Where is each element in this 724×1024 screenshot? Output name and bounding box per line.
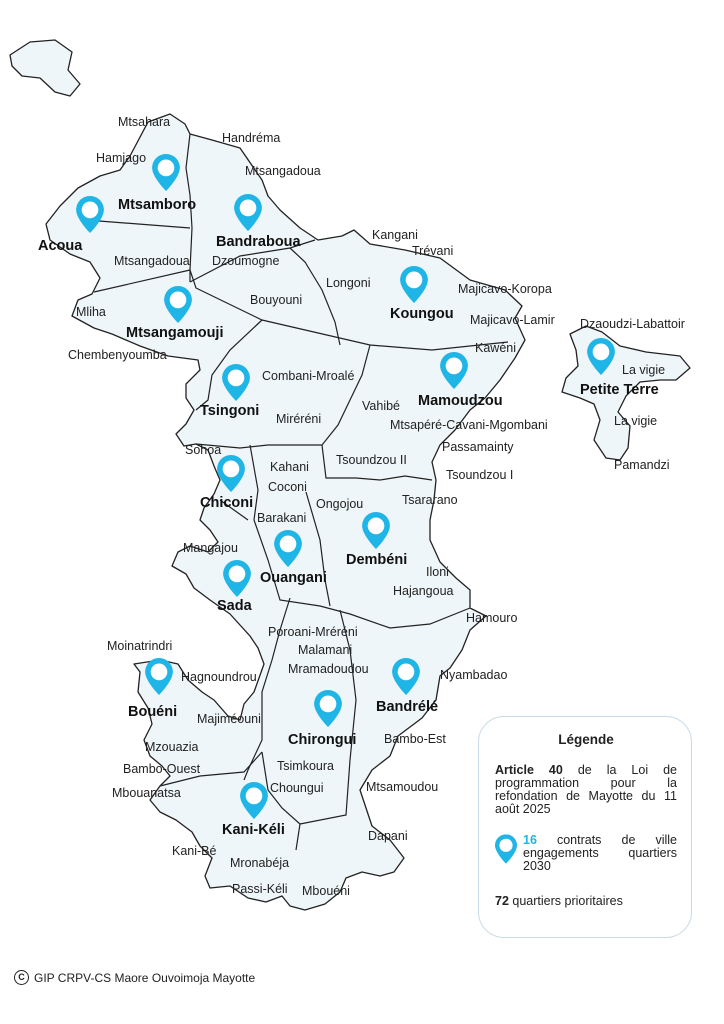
commune-label: Bandrélé	[376, 699, 439, 715]
village-label: Dzaoudzi-Labattoir	[580, 317, 685, 331]
commune-label: Mtsamboro	[118, 197, 197, 213]
commune-label: Acoua	[38, 238, 83, 254]
village-label: Kani-Bé	[172, 844, 217, 858]
village-label: Barakani	[257, 511, 307, 525]
commune-label: Bouéni	[128, 704, 178, 720]
legend-article-text: de la Loi de programmation pour la refondation de Mayotte du 11 août 2025	[495, 763, 677, 816]
legend-contracts	[495, 834, 677, 873]
village-label: Bambo-Est	[384, 732, 446, 746]
legend-article-number: 40	[548, 763, 563, 777]
village-label: Handréma	[222, 131, 281, 145]
village-label: Miréréni	[276, 412, 322, 426]
legend-title: Légende	[558, 732, 614, 747]
village-label: Combani-Mroalé	[262, 369, 355, 383]
village-label: Mbouanatsa	[112, 786, 181, 800]
village-label: Moinatrindri	[107, 639, 173, 653]
village-label: Kawéni	[475, 341, 516, 355]
village-label: Iloni	[426, 565, 449, 579]
village-label: Mronabéja	[230, 856, 290, 870]
village-label: Mbouéni	[302, 884, 350, 898]
village-label: Pamandzi	[614, 458, 670, 472]
village-label: La vigie	[614, 414, 658, 428]
legend-quartiers	[495, 895, 677, 908]
commune-label: Kani-Kéli	[222, 822, 285, 838]
village-label: Mtsangadoua	[245, 164, 321, 178]
village-label: Dzoumogne	[212, 254, 280, 268]
village-label: Mtsahara	[118, 115, 171, 129]
village-label: Poroani-Mréréni	[268, 625, 358, 639]
village-label: Ongojou	[316, 497, 364, 511]
copyright-icon: C	[14, 970, 29, 985]
village-label: Malamani	[298, 643, 353, 657]
village-label: Hamjago	[96, 151, 147, 165]
credit-line	[14, 970, 255, 985]
legend-quartiers-text: quartiers prioritaires	[512, 894, 623, 908]
commune-label: Mamoudzou	[418, 393, 503, 409]
credit-text: GIP CRPV-CS Maore Ouvoimoja Mayotte	[34, 970, 256, 985]
commune-label: Chiconi	[200, 495, 254, 511]
village-label: Hamouro	[466, 611, 518, 625]
village-label: Dapani	[368, 829, 408, 843]
village-label: Kangani	[372, 228, 418, 242]
village-label: Majicavo-Koropa	[458, 282, 552, 296]
village-label: La vigie	[622, 363, 666, 377]
village-label: Kahani	[270, 460, 309, 474]
village-label: Majiméouni	[197, 712, 261, 726]
legend-quartiers-number: 72	[495, 894, 509, 908]
map-pin-icon	[495, 834, 517, 864]
village-label: Bambo-Ouest	[123, 762, 201, 776]
village-label: Tsimkoura	[277, 759, 334, 773]
village-label: Passi-Kéli	[232, 882, 288, 896]
village-label: Tsoundzou I	[446, 468, 514, 482]
village-label: Vahibé	[362, 399, 400, 413]
commune-label: Bandraboua	[216, 234, 301, 250]
commune-label: Sada	[217, 598, 252, 614]
commune-label: Mtsangamouji	[126, 325, 224, 341]
village-label: Tsararano	[402, 493, 458, 507]
legend-box	[478, 716, 692, 938]
legend-contracts-number: 16	[523, 833, 537, 847]
village-label: Mtsangadoua	[114, 254, 190, 268]
village-label: Mramadoudou	[288, 662, 369, 676]
islet-choizil	[10, 40, 80, 96]
legend-contracts-text: contrats de ville engagements quartiers 2030	[523, 833, 677, 873]
village-label: Coconi	[268, 480, 307, 494]
village-label: Passamainty	[442, 440, 514, 454]
village-label: Nyambadao	[440, 668, 508, 682]
village-label: Bouyouni	[250, 293, 303, 307]
commune-label: Tsingoni	[200, 403, 260, 419]
village-label: Tsoundzou II	[336, 453, 407, 467]
legend-article	[495, 764, 677, 816]
legend-article-word: Article	[495, 763, 534, 777]
commune-label: Chirongui	[288, 732, 357, 748]
village-label: Hagnoundrou	[181, 670, 257, 684]
village-label: Sohoa	[185, 443, 222, 457]
village-label: Longoni	[326, 276, 371, 290]
village-label: Choungui	[270, 781, 324, 795]
village-label: Mtsamoudou	[366, 780, 439, 794]
village-label: Majicavo-Lamir	[470, 313, 555, 327]
commune-label: Ouangani	[260, 570, 327, 586]
village-label: Trévani	[412, 244, 454, 258]
commune-label: Koungou	[390, 306, 454, 322]
village-label: Mangajou	[183, 541, 238, 555]
commune-label: Dembéni	[346, 552, 408, 568]
village-label: Hajangoua	[393, 584, 454, 598]
village-label: Mtsapéré-Cavani-Mgombani	[390, 418, 548, 432]
village-label: Mzouazia	[145, 740, 199, 754]
village-label: Mliha	[76, 305, 106, 319]
commune-label: Petite Terre	[580, 382, 659, 398]
village-label: Chembenyoumba	[68, 348, 167, 362]
